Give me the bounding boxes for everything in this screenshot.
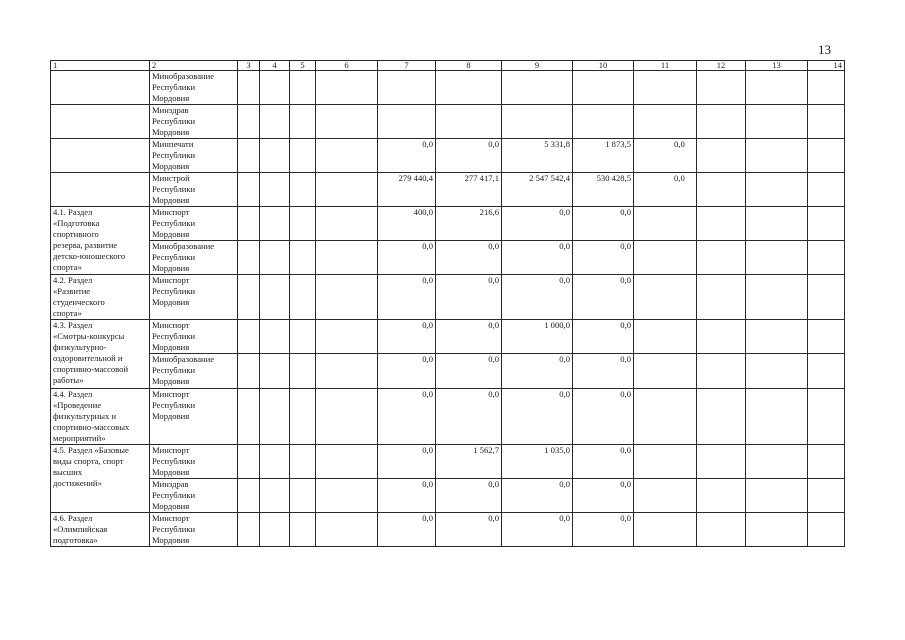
cell-col-13 xyxy=(746,445,808,479)
cell-col-14 xyxy=(808,105,845,139)
page-number: 13 xyxy=(818,42,831,57)
agency-line: Республики xyxy=(152,286,196,296)
cell-col-11 xyxy=(634,320,697,354)
agency-cell xyxy=(150,445,238,479)
section-line: виды спорта, спорт xyxy=(53,456,124,466)
cell-col-13 xyxy=(746,207,808,241)
cell-col-12 xyxy=(697,139,746,173)
cell-col-4 xyxy=(260,173,290,207)
cell-col-6 xyxy=(316,139,378,173)
cell-col-13 xyxy=(746,479,808,513)
cell-col-3 xyxy=(238,445,260,479)
section-line: 4.3. Раздел xyxy=(53,320,93,330)
agency-cell xyxy=(150,241,238,275)
agency-line: Республики xyxy=(152,400,196,410)
cell-col-4 xyxy=(260,71,290,105)
cell-col-4 xyxy=(260,479,290,513)
cell-col-8: 0,0 xyxy=(436,479,502,513)
agency-line: Мордовия xyxy=(152,501,190,511)
cell-col-9: 0,0 xyxy=(502,207,573,241)
cell-col-14 xyxy=(808,275,845,320)
cell-col-4 xyxy=(260,207,290,241)
cell-col-14 xyxy=(808,445,845,479)
cell-col-7: 0,0 xyxy=(378,320,436,354)
table-row xyxy=(51,320,845,354)
agency-line: Республики xyxy=(152,524,196,534)
cell-col-9 xyxy=(502,71,573,105)
cell-col-7: 0,0 xyxy=(378,445,436,479)
agency-cell xyxy=(150,139,238,173)
cell-col-9: 0,0 xyxy=(502,275,573,320)
section-line: «Развитие xyxy=(53,286,91,296)
cell-col-5 xyxy=(290,71,316,105)
header-cell-14: 14 xyxy=(808,61,845,71)
cell-col-6 xyxy=(316,354,378,389)
cell-col-6 xyxy=(316,389,378,445)
cell-col-5 xyxy=(290,320,316,354)
cell-col-3 xyxy=(238,241,260,275)
header-cell-11: 11 xyxy=(634,61,697,71)
cell-col-13 xyxy=(746,389,808,445)
header-cell-1: 1 xyxy=(51,61,150,71)
agency-line: Республики xyxy=(152,218,196,228)
cell-col-12 xyxy=(697,105,746,139)
cell-col-5 xyxy=(290,105,316,139)
cell-col-8 xyxy=(436,105,502,139)
agency-line: Минспорт xyxy=(152,445,190,455)
cell-col-12 xyxy=(697,513,746,547)
header-cell-7: 7 xyxy=(378,61,436,71)
section-cell xyxy=(51,71,150,105)
header-cell-4: 4 xyxy=(260,61,290,71)
agency-line: Республики xyxy=(152,82,196,92)
budget-table xyxy=(50,60,845,547)
agency-line: Минздрав xyxy=(152,479,189,489)
cell-col-10: 1 873,5 xyxy=(573,139,634,173)
agency-cell xyxy=(150,320,238,354)
cell-col-6 xyxy=(316,105,378,139)
cell-col-9: 0,0 xyxy=(502,389,573,445)
section-line: спортивно-массовых xyxy=(53,422,130,432)
cell-col-3 xyxy=(238,275,260,320)
agency-line: Минобразование xyxy=(152,354,215,364)
cell-col-13 xyxy=(746,71,808,105)
cell-col-4 xyxy=(260,389,290,445)
cell-col-7: 0,0 xyxy=(378,275,436,320)
cell-col-11 xyxy=(634,275,697,320)
section-line: 4.4. Раздел xyxy=(53,389,93,399)
section-line: «Проведение xyxy=(53,400,102,410)
agency-line: Республики xyxy=(152,365,196,375)
section-line: высших xyxy=(53,467,83,477)
cell-col-10: 0,0 xyxy=(573,320,634,354)
cell-col-10: 0,0 xyxy=(573,275,634,320)
section-line: 4.1. Раздел xyxy=(53,207,93,217)
cell-col-13 xyxy=(746,173,808,207)
cell-col-9 xyxy=(502,105,573,139)
agency-line: Мордовия xyxy=(152,467,190,477)
table-row xyxy=(51,479,845,513)
cell-col-8 xyxy=(436,71,502,105)
cell-col-13 xyxy=(746,513,808,547)
cell-col-10: 0,0 xyxy=(573,445,634,479)
agency-line: Республики xyxy=(152,490,196,500)
agency-line: Мордовия xyxy=(152,93,190,103)
header-cell-6: 6 xyxy=(316,61,378,71)
agency-line: Республики xyxy=(152,150,196,160)
cell-col-4 xyxy=(260,445,290,479)
cell-col-12 xyxy=(697,445,746,479)
table-body xyxy=(51,61,845,547)
table-row xyxy=(51,173,845,207)
cell-col-3 xyxy=(238,354,260,389)
cell-col-4 xyxy=(260,105,290,139)
cell-col-8: 0,0 xyxy=(436,513,502,547)
cell-col-3 xyxy=(238,320,260,354)
cell-col-5 xyxy=(290,354,316,389)
cell-col-7: 0,0 xyxy=(378,389,436,445)
cell-col-10: 0,0 xyxy=(573,513,634,547)
section-line: 4.5. Раздел «Базовые xyxy=(53,445,129,455)
agency-line: Мордовия xyxy=(152,376,190,386)
cell-col-9: 0,0 xyxy=(502,241,573,275)
section-cell xyxy=(51,207,150,275)
section-cell xyxy=(51,320,150,389)
section-line: работы» xyxy=(53,375,84,385)
table-row xyxy=(51,241,845,275)
header-cell-13: 13 xyxy=(746,61,808,71)
header-cell-10: 10 xyxy=(573,61,634,71)
cell-col-10: 0,0 xyxy=(573,241,634,275)
section-line: резерва, развитие xyxy=(53,240,118,250)
agency-line: Мордовия xyxy=(152,297,190,307)
cell-col-4 xyxy=(260,275,290,320)
section-cell xyxy=(51,139,150,173)
header-cell-5: 5 xyxy=(290,61,316,71)
section-line: физкультурно- xyxy=(53,342,107,352)
cell-col-10: 0,0 xyxy=(573,389,634,445)
section-line: «Подготовка xyxy=(53,218,100,228)
table-row xyxy=(51,354,845,389)
cell-col-9: 1 000,0 xyxy=(502,320,573,354)
table-row xyxy=(51,207,845,241)
cell-col-14 xyxy=(808,173,845,207)
cell-col-14 xyxy=(808,320,845,354)
cell-col-13 xyxy=(746,275,808,320)
section-line: подготовка» xyxy=(53,535,98,545)
table-row xyxy=(51,389,845,445)
section-line: оздоровительной и xyxy=(53,353,123,363)
cell-col-9: 0,0 xyxy=(502,513,573,547)
agency-line: Минспорт xyxy=(152,513,190,523)
cell-col-11 xyxy=(634,241,697,275)
cell-col-5 xyxy=(290,173,316,207)
agency-cell xyxy=(150,173,238,207)
section-cell xyxy=(51,173,150,207)
cell-col-7: 0,0 xyxy=(378,241,436,275)
table-row xyxy=(51,139,845,173)
section-cell xyxy=(51,105,150,139)
agency-line: Мордовия xyxy=(152,342,190,352)
agency-line: Мордовия xyxy=(152,535,190,545)
agency-line: Минобразование xyxy=(152,71,215,81)
cell-col-5 xyxy=(290,389,316,445)
cell-col-8: 0,0 xyxy=(436,320,502,354)
section-line: мероприятий» xyxy=(53,433,106,443)
cell-col-4 xyxy=(260,513,290,547)
agency-line: Минспорт xyxy=(152,275,190,285)
agency-line: Минобразование xyxy=(152,241,215,251)
cell-col-7: 279 440,4 xyxy=(378,173,436,207)
cell-col-14 xyxy=(808,479,845,513)
table-row xyxy=(51,513,845,547)
agency-cell xyxy=(150,71,238,105)
cell-col-12 xyxy=(697,173,746,207)
agency-line: Республики xyxy=(152,331,196,341)
cell-col-6 xyxy=(316,445,378,479)
agency-line: Мордовия xyxy=(152,161,190,171)
section-cell xyxy=(51,445,150,513)
cell-col-3 xyxy=(238,479,260,513)
cell-col-3 xyxy=(238,513,260,547)
cell-col-10: 530 428,5 xyxy=(573,173,634,207)
agency-cell xyxy=(150,275,238,320)
section-line: спортивно-массовой xyxy=(53,364,129,374)
cell-col-9: 1 035,0 xyxy=(502,445,573,479)
agency-line: Минпечати xyxy=(152,139,194,149)
agency-line: Мордовия xyxy=(152,411,190,421)
cell-col-5 xyxy=(290,275,316,320)
cell-col-6 xyxy=(316,71,378,105)
cell-col-10 xyxy=(573,105,634,139)
cell-col-5 xyxy=(290,207,316,241)
cell-col-13 xyxy=(746,354,808,389)
agency-line: Республики xyxy=(152,252,196,262)
cell-col-6 xyxy=(316,320,378,354)
agency-line: Мордовия xyxy=(152,195,190,205)
agency-cell xyxy=(150,389,238,445)
cell-col-3 xyxy=(238,139,260,173)
agency-cell xyxy=(150,105,238,139)
section-line: спорта» xyxy=(53,262,82,272)
cell-col-14 xyxy=(808,513,845,547)
cell-col-12 xyxy=(697,241,746,275)
cell-col-3 xyxy=(238,105,260,139)
cell-col-13 xyxy=(746,241,808,275)
cell-col-4 xyxy=(260,241,290,275)
section-line: спорта» xyxy=(53,308,82,318)
cell-col-8: 0,0 xyxy=(436,275,502,320)
cell-col-4 xyxy=(260,354,290,389)
cell-col-11 xyxy=(634,513,697,547)
section-line: физкультурных и xyxy=(53,411,117,421)
cell-col-5 xyxy=(290,139,316,173)
header-cell-9: 9 xyxy=(502,61,573,71)
agency-line: Минспорт xyxy=(152,207,190,217)
cell-col-8: 0,0 xyxy=(436,241,502,275)
cell-col-12 xyxy=(697,320,746,354)
cell-col-7: 0,0 xyxy=(378,479,436,513)
cell-col-11 xyxy=(634,207,697,241)
section-cell xyxy=(51,275,150,320)
cell-col-7: 400,0 xyxy=(378,207,436,241)
cell-col-11 xyxy=(634,389,697,445)
agency-cell xyxy=(150,479,238,513)
cell-col-11 xyxy=(634,354,697,389)
cell-col-10: 0,0 xyxy=(573,207,634,241)
header-row xyxy=(51,61,845,71)
cell-col-12 xyxy=(697,275,746,320)
header-cell-3: 3 xyxy=(238,61,260,71)
agency-line: Мордовия xyxy=(152,263,190,273)
cell-col-12 xyxy=(697,71,746,105)
cell-col-6 xyxy=(316,241,378,275)
header-cell-12: 12 xyxy=(697,61,746,71)
cell-col-8: 0,0 xyxy=(436,139,502,173)
cell-col-6 xyxy=(316,479,378,513)
section-line: детско-юношеского xyxy=(53,251,126,261)
agency-cell xyxy=(150,513,238,547)
cell-col-8: 1 562,7 xyxy=(436,445,502,479)
cell-col-11 xyxy=(634,71,697,105)
section-line: 4.6. Раздел xyxy=(53,513,93,523)
cell-col-7: 0,0 xyxy=(378,139,436,173)
cell-col-11: 0,0 xyxy=(634,139,697,173)
cell-col-4 xyxy=(260,139,290,173)
section-cell xyxy=(51,513,150,547)
cell-col-14 xyxy=(808,241,845,275)
cell-col-12 xyxy=(697,354,746,389)
agency-cell xyxy=(150,207,238,241)
agency-line: Минстрой xyxy=(152,173,190,183)
cell-col-10: 0,0 xyxy=(573,354,634,389)
cell-col-6 xyxy=(316,275,378,320)
agency-line: Республики xyxy=(152,184,196,194)
table-row xyxy=(51,105,845,139)
cell-col-5 xyxy=(290,513,316,547)
cell-col-12 xyxy=(697,389,746,445)
cell-col-7: 0,0 xyxy=(378,354,436,389)
section-line: 4.2. Раздел xyxy=(53,275,93,285)
section-line: «Олимпийская xyxy=(53,524,108,534)
cell-col-3 xyxy=(238,71,260,105)
cell-col-5 xyxy=(290,479,316,513)
agency-line: Минспорт xyxy=(152,389,190,399)
agency-line: Мордовия xyxy=(152,229,190,239)
cell-col-11: 0,0 xyxy=(634,173,697,207)
cell-col-10 xyxy=(573,71,634,105)
cell-col-5 xyxy=(290,241,316,275)
cell-col-14 xyxy=(808,207,845,241)
cell-col-10: 0,0 xyxy=(573,479,634,513)
cell-col-7 xyxy=(378,105,436,139)
cell-col-12 xyxy=(697,479,746,513)
section-line: спортивного xyxy=(53,229,99,239)
cell-col-6 xyxy=(316,207,378,241)
section-line: достижений» xyxy=(53,478,102,488)
cell-col-11 xyxy=(634,445,697,479)
cell-col-8: 0,0 xyxy=(436,389,502,445)
cell-col-8: 0,0 xyxy=(436,354,502,389)
section-line: «Смотры-конкурсы xyxy=(53,331,125,341)
table-row xyxy=(51,71,845,105)
agency-cell xyxy=(150,354,238,389)
cell-col-8: 216,6 xyxy=(436,207,502,241)
agency-line: Мордовия xyxy=(152,127,190,137)
header-cell-2: 2 xyxy=(150,61,238,71)
cell-col-14 xyxy=(808,71,845,105)
cell-col-11 xyxy=(634,479,697,513)
table-row xyxy=(51,275,845,320)
cell-col-7: 0,0 xyxy=(378,513,436,547)
cell-col-3 xyxy=(238,389,260,445)
cell-col-7 xyxy=(378,71,436,105)
cell-col-9: 0,0 xyxy=(502,479,573,513)
cell-col-14 xyxy=(808,354,845,389)
cell-col-6 xyxy=(316,173,378,207)
cell-col-13 xyxy=(746,139,808,173)
cell-col-5 xyxy=(290,445,316,479)
cell-col-13 xyxy=(746,320,808,354)
header-cell-8: 8 xyxy=(436,61,502,71)
section-line: студенческого xyxy=(53,297,105,307)
table-row xyxy=(51,445,845,479)
agency-line: Республики xyxy=(152,116,196,126)
cell-col-9: 2 547 542,4 xyxy=(502,173,573,207)
cell-col-11 xyxy=(634,105,697,139)
cell-col-9: 0,0 xyxy=(502,354,573,389)
section-cell xyxy=(51,389,150,445)
cell-col-6 xyxy=(316,513,378,547)
agency-line: Минспорт xyxy=(152,320,190,330)
agency-line: Минздрав xyxy=(152,105,189,115)
cell-col-14 xyxy=(808,389,845,445)
cell-col-8: 277 417,1 xyxy=(436,173,502,207)
cell-col-9: 5 331,8 xyxy=(502,139,573,173)
cell-col-4 xyxy=(260,320,290,354)
cell-col-14 xyxy=(808,139,845,173)
cell-col-3 xyxy=(238,173,260,207)
agency-line: Республики xyxy=(152,456,196,466)
cell-col-12 xyxy=(697,207,746,241)
cell-col-13 xyxy=(746,105,808,139)
cell-col-3 xyxy=(238,207,260,241)
